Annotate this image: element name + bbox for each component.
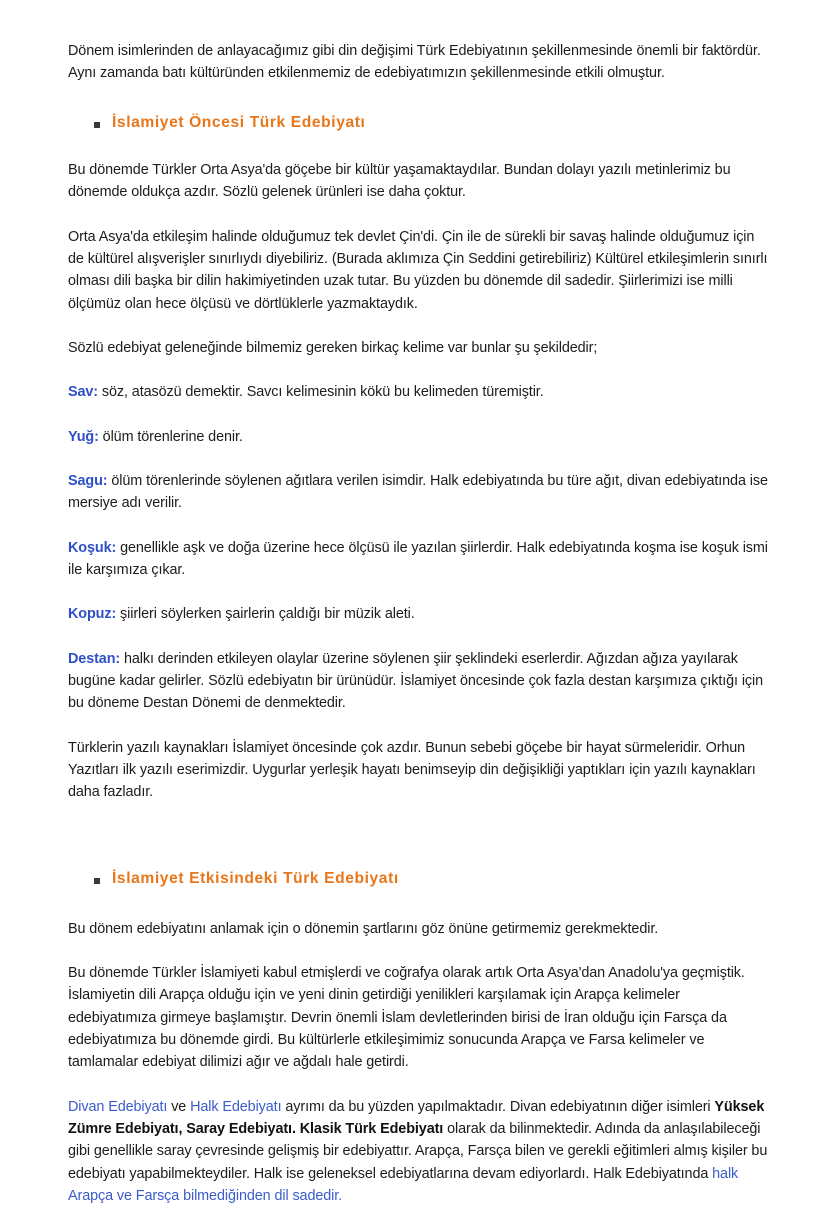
section-heading-islamiyet-oncesi <box>68 113 772 133</box>
intro-paragraph: Dönem isimlerinden de anlayacağımız gibi din değişimi Türk Edebiyatının şekillenmesinde önemli bir faktördür. Aynı zamanda batı kültüründen etkilenmemiz de edebiyatımızın şekillenmesinde etkili olmuştur. <box>68 43 761 82</box>
glossary-item-destan <box>68 648 772 715</box>
section2-rich-paragraph <box>68 1096 772 1207</box>
glossary-item-yug <box>68 426 772 448</box>
section2-paragraph-1: Bu dönem edebiyatını anlamak için o dönemin şartlarını göz önüne getirmemiz gerekmektedir. <box>68 920 659 937</box>
square-bullet-icon <box>94 122 100 128</box>
section1-paragraph-1: Bu dönemde Türkler Orta Asya'da göçebe bir kültür yaşamaktaydılar. Bundan dolayı yazılı metinlerimiz bu dönemde oldukça azdır. Sözlü gelenek ürünleri ise daha çoktur. <box>68 161 731 201</box>
glossary-term: Destan: <box>68 650 121 667</box>
section1-paragraph-2: Orta Asya'da etkileşim halinde olduğumuz tek devlet Çin'di. Çin ile de sürekli bir savaş halinde olduğumuz için de kültürel alışverişler sınırlıydı diyebiliriz. (Burada aklımıza Çin Seddini getirebiliriz) Kültürel etkileşimlerin sınırlı olması dili başka bir dilin hakimiyetinden uzak tutar. Bu yüzden bu dönemde dil sadedir. Şiirlerimizi ise milli ölçümüz olan hece ölçüsü ve dörtlüklerle yazmaktaydık. <box>68 228 768 312</box>
glossary-term: Koşuk: <box>68 539 117 556</box>
glossary-definition: ölüm törenlerinde söylenen ağıtlara verilen isimdir. Halk edebiyatında bu türe ağıt, divan edebiyatında ise mersiye adı verilir. <box>68 472 768 512</box>
square-bullet-icon <box>94 878 100 884</box>
halk-edebiyati-term: Halk Edebiyatı <box>190 1098 282 1115</box>
divan-edebiyati-term: Divan Edebiyatı <box>68 1098 168 1115</box>
glossary-term: Kopuz: <box>68 606 117 623</box>
glossary-term: Sagu: <box>68 472 108 489</box>
glossary-item-sav <box>68 381 772 403</box>
halk-edebiyati-note: halk Arapça ve Farsça bilmediğinden dil sadedir. <box>68 1165 739 1205</box>
glossary-item-sagu <box>68 470 772 515</box>
rich-text-plain-1: ve <box>167 1098 191 1115</box>
divan-alternative-names: Yüksek Zümre Edebiyatı, Saray Edebiyatı. Klasik Türk Edebiyatı <box>68 1098 765 1138</box>
section-heading-islamiyet-etkisindeki <box>68 869 772 889</box>
rich-text-plain-3: olarak da bilinmektedir. Adında da anlaşılabileceği gibi genellikle saray çevresinde gelişmiş bir edebiyattır. Arapça, Farsça bilen ve gerekli eğitimleri almış kişiler bu edebiyatı yapabilmekteydiler. Halk ise geleneksel edebiyatlarına devam ediyorlardı. Halk Edebiyatında <box>68 1121 768 1182</box>
glossary-term: Yuğ: <box>68 428 99 445</box>
glossary-definition: halkı derinden etkileyen olaylar üzerine söylenen şiir şeklindeki eserlerdir. Ağızdan ağıza yayılarak bugüne kadar gelirler. Sözlü edebiyatın bir ürünüdür. İslamiyet öncesinde çok fazla destan karşımıza çıktığı için bu döneme Destan Dönemi de denmektedir. <box>68 650 764 712</box>
section1-paragraph-3: Sözlü edebiyat geleneğinde bilmemiz gereken birkaç kelime var bunlar şu şekildedir; <box>68 339 598 356</box>
glossary-definition: ölüm törenlerine denir. <box>98 428 243 445</box>
glossary-item-kosuk <box>68 537 772 582</box>
glossary-definition: genellikle aşk ve doğa üzerine hece ölçüsü ile yazılan şiirlerdir. Halk edebiyatında koşma ise koşuk ismi ile karşımıza çıkar. <box>68 539 768 578</box>
section1-closing-paragraph: Türklerin yazılı kaynakları İslamiyet öncesinde çok azdır. Bunun sebebi göçebe bir hayat sürmeleridir. Orhun Yazıtları ilk yazılı eserimizdir. Uygurlar yerleşik hayatı benimseyip din değişikliği yaptıkları için yazılı kaynakları daha fazladır. <box>68 739 756 801</box>
glossary-item-kopuz <box>68 603 772 625</box>
section-heading-label: İslamiyet Etkisindeki Türk Edebiyatı <box>112 870 399 888</box>
rich-text-plain-2: ayrımı da bu yüzden yapılmaktadır. Divan edebiyatının diğer isimleri <box>281 1098 715 1115</box>
glossary-definition: söz, atasözü demektir. Savcı kelimesinin kökü bu kelimeden türemiştir. <box>98 384 544 401</box>
section2-paragraph-2: Bu dönemde Türkler İslamiyeti kabul etmişlerdi ve coğrafya olarak artık Orta Asya'dan Anadolu'ya geçmiştik. İslamiyetin dili Arapça olduğu için ve yeni dinin getirdiği yenilikleri karşılamak için Arapça kelimeler edebiyatımıza girmeye başlamıştır. Devrin önemli İslam devletlerinden birisi de İran olduğu için Farsça da edebiyatımıza bu dönemde girdi. Bu kültürlerle etkileşimimiz sonucunda Arapça ve Farsa kelimeler ve tamlamalar edebiyat dilimizi ağır ve ağdalı hale getirdi. <box>68 965 745 1071</box>
glossary-definition: şiirleri söylerken şairlerin çaldığı bir müzik aleti. <box>116 606 415 623</box>
glossary-term: Sav: <box>68 384 98 401</box>
section-heading-label: İslamiyet Öncesi Türk Edebiyatı <box>112 113 366 131</box>
